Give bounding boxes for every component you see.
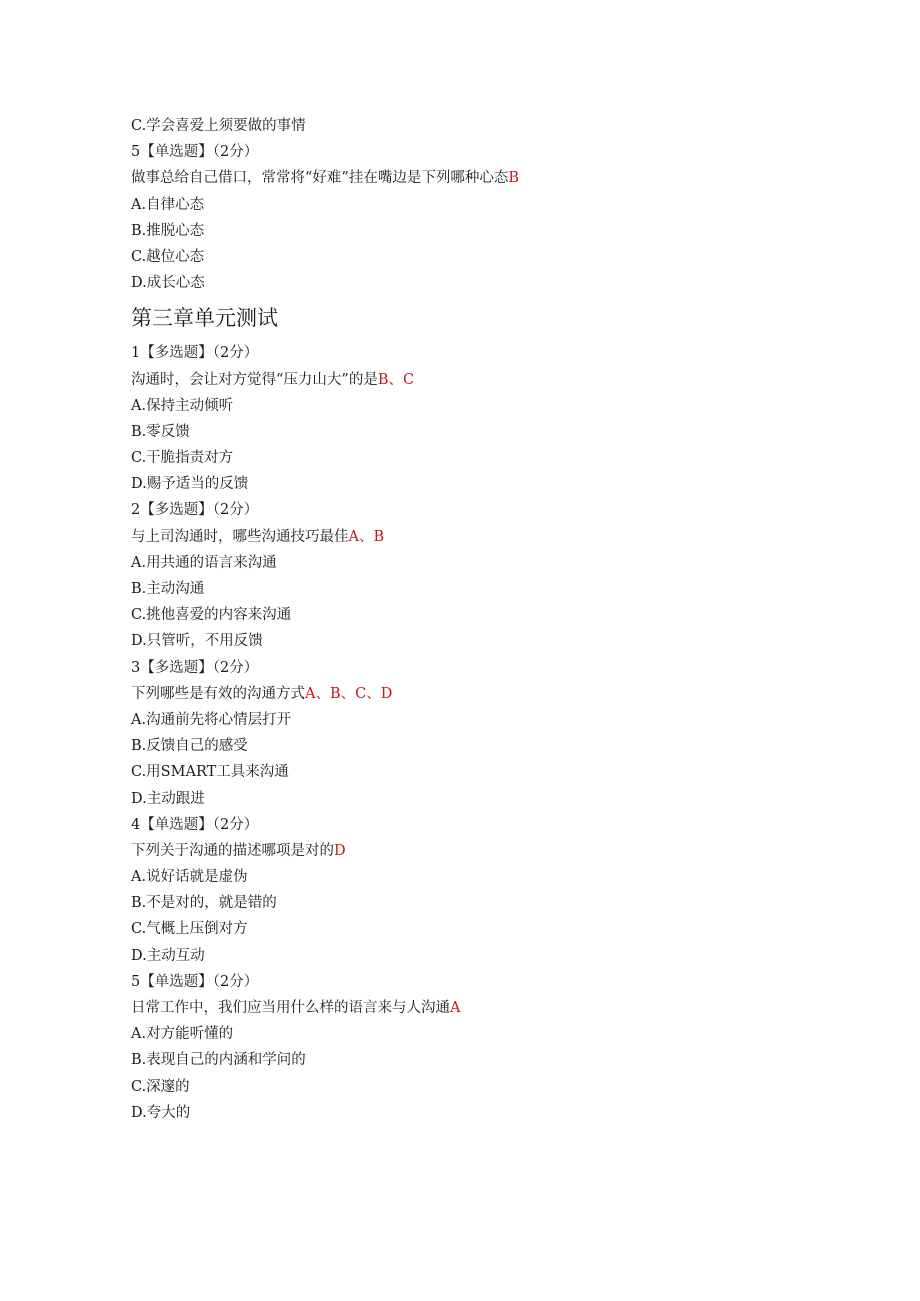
- option-d: D.主动互动: [131, 947, 205, 964]
- question-stem: [131, 524, 831, 550]
- option-b: B.推脱心态: [131, 222, 205, 239]
- option-c: C.挑他喜爱的内容来沟通: [131, 607, 292, 624]
- stem-text: 日常工作中，我们应当用什么样的语言来与人沟通: [131, 1000, 450, 1016]
- option-d: D.只管听，不用反馈: [131, 633, 263, 650]
- option-a: A.沟通前先将心情层打开: [131, 711, 292, 728]
- document-page: [131, 113, 831, 1126]
- option-a: A.对方能听懂的: [131, 1026, 234, 1043]
- prev-question-5: [131, 139, 831, 296]
- option-d: D.主动跟进: [131, 790, 205, 807]
- question-1: [131, 340, 831, 497]
- question-number: 3【多选题】（2分）: [131, 659, 259, 676]
- answer-mark: A: [450, 1000, 461, 1016]
- stem-text: 下列关于沟通的描述哪项是对的: [131, 842, 334, 859]
- question-3: [131, 655, 831, 812]
- option-a: A.用共通的语言来沟通: [131, 554, 277, 571]
- question-number: 2【多选题】（2分）: [131, 502, 259, 519]
- question-5: [131, 969, 831, 1126]
- option-b: B.零反馈: [131, 423, 190, 440]
- answer-mark: A、B、C、D: [305, 685, 393, 702]
- stem-text: 与上司沟通时，哪些沟通技巧最佳: [131, 528, 349, 545]
- option-a: A.保持主动倾听: [131, 397, 234, 414]
- question-number: 4【单选题】（2分）: [131, 816, 259, 833]
- question-stem: [131, 165, 831, 191]
- question-number: 1【多选题】（2分）: [131, 345, 259, 362]
- question-4: [131, 812, 831, 969]
- prev-option-c: C.学会喜爱上须要做的事情: [131, 118, 306, 134]
- option-d: D.赐予适当的反馈: [131, 476, 249, 493]
- stem-text: 做事总给自己借口，常常将“好难”挂在嘴边是下列哪种心态: [131, 170, 509, 187]
- section-title: 第三章单元测试: [131, 306, 278, 331]
- question-stem: [131, 367, 831, 393]
- question-stem: [131, 838, 831, 864]
- option-d: D.夸大的: [131, 1104, 191, 1121]
- option-c: C.用SMART工具来沟通: [131, 764, 289, 781]
- option-b: B.反馈自己的感受: [131, 738, 248, 755]
- question-number: 5【单选题】（2分）: [131, 973, 259, 990]
- option-b: B.表现自己的内涵和学问的: [131, 1052, 306, 1069]
- answer-mark: A、B: [348, 528, 385, 545]
- option-d: D.成长心态: [131, 275, 205, 292]
- option-c: C.深邃的: [131, 1078, 190, 1095]
- option-c: C.干脆指责对方: [131, 450, 234, 467]
- stem-text: 下列哪些是有效的沟通方式: [131, 685, 305, 702]
- option-b: B.不是对的，就是错的: [131, 895, 277, 912]
- option-c: C.气概上压倒对方: [131, 921, 248, 938]
- question-number: 5【单选题】（2分）: [131, 144, 259, 161]
- option-a: A.说好话就是虚伪: [131, 869, 248, 886]
- option-a: A.自律心态: [131, 196, 205, 213]
- question-stem: [131, 995, 831, 1021]
- answer-mark: B: [508, 170, 519, 187]
- question-2: [131, 497, 831, 654]
- option-c: C.越位心态: [131, 248, 205, 265]
- question-stem: [131, 681, 831, 707]
- stem-text: 沟通时，会让对方觉得“压力山大”的是: [131, 371, 378, 388]
- answer-mark: B、C: [377, 371, 415, 388]
- answer-mark: D: [334, 842, 346, 859]
- option-b: B.主动沟通: [131, 581, 205, 597]
